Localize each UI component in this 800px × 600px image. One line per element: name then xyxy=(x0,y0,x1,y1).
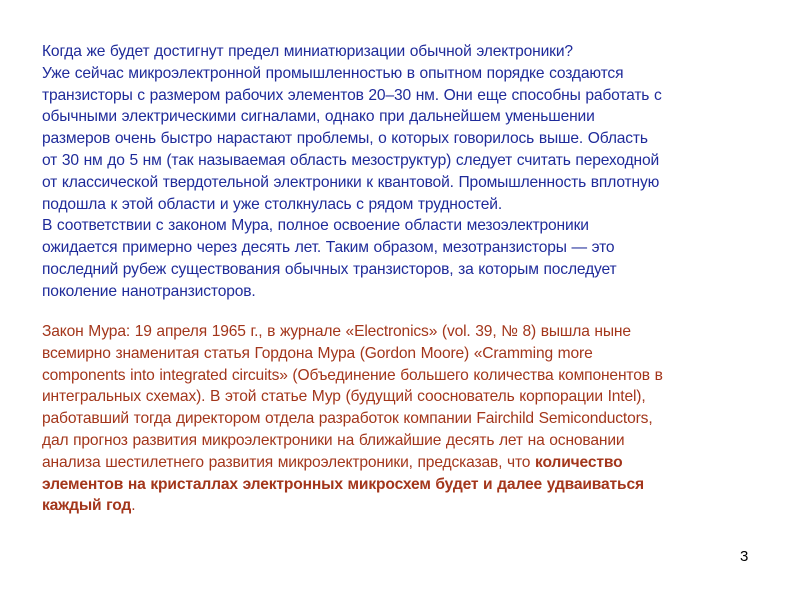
intro-line: транзисторы с размером рабочих элементов 20–30 нм. Они еще способны работать с xyxy=(42,86,662,104)
emphasis-end: каждый год xyxy=(42,497,132,515)
intro-line: подошла к этой области и уже столкнулась с рядом трудностей. xyxy=(42,195,502,213)
moore-line xyxy=(42,495,767,517)
moore-line: работавший тогда директором отдела разработок компании Fairchild Semiconductors, xyxy=(42,410,653,428)
moore-line: Закон Мура: 19 апреля 1965 г., в журнале «Electronics» (vol. 39, № 8) вышла ныне xyxy=(42,323,631,340)
intro-paragraph xyxy=(42,41,767,303)
moore-line: components into integrated circuits» (Объединение большего количества компонентов в xyxy=(42,366,663,384)
intro-line: Уже сейчас микроэлектронной промышленностью в опытном порядке создаются xyxy=(42,64,624,82)
intro-line: последний рубеж существования обычных транзисторов, за которым последует xyxy=(42,260,617,278)
end-punctuation: . xyxy=(131,497,136,515)
intro-line: В соответствии с законом Мура, полное освоение области мезоэлектроники xyxy=(42,217,589,235)
intro-line: от 30 нм до 5 нм (так называемая область мезоструктур) следует считать переходной xyxy=(42,151,660,169)
intro-line: обычными электрическими сигналами, однако при дальнейшем уменьшении xyxy=(42,108,595,126)
intro-line: Когда же будет достигнут предел миниатюризации обычной электроники? xyxy=(42,43,573,60)
intro-line: поколение нанотранзисторов. xyxy=(42,282,256,300)
moore-line: всемирно знаменитая статья Гордона Мура (Gordon Moore) «Cramming more xyxy=(42,344,593,362)
moore-line-text: анализа шестилетнего развития микроэлектроники, предсказав, что xyxy=(42,453,531,471)
intro-line: размеров очень быстро нарастают проблемы, о которых говорилось выше. Область xyxy=(42,130,648,148)
page-number: 3 xyxy=(740,548,749,565)
moore-line: интегральных схемах). В этой статье Мур (будущий сооснователь корпорации Intel), xyxy=(42,388,646,406)
intro-line: от классической твердотельной электроники к квантовой. Промышленность вплотную xyxy=(42,173,660,191)
moore-line xyxy=(42,452,767,474)
emphasis-line: элементов на кристаллах электронных микросхем будет и далее удваиваться xyxy=(42,475,644,493)
emphasis-start: количество xyxy=(535,453,623,471)
moore-law-paragraph xyxy=(42,321,767,517)
intro-line: ожидается примерно через десять лет. Таким образом, мезотранзисторы — это xyxy=(42,239,615,257)
moore-line: дал прогноз развития микроэлектроники на ближайшие десять лет на основании xyxy=(42,431,625,449)
